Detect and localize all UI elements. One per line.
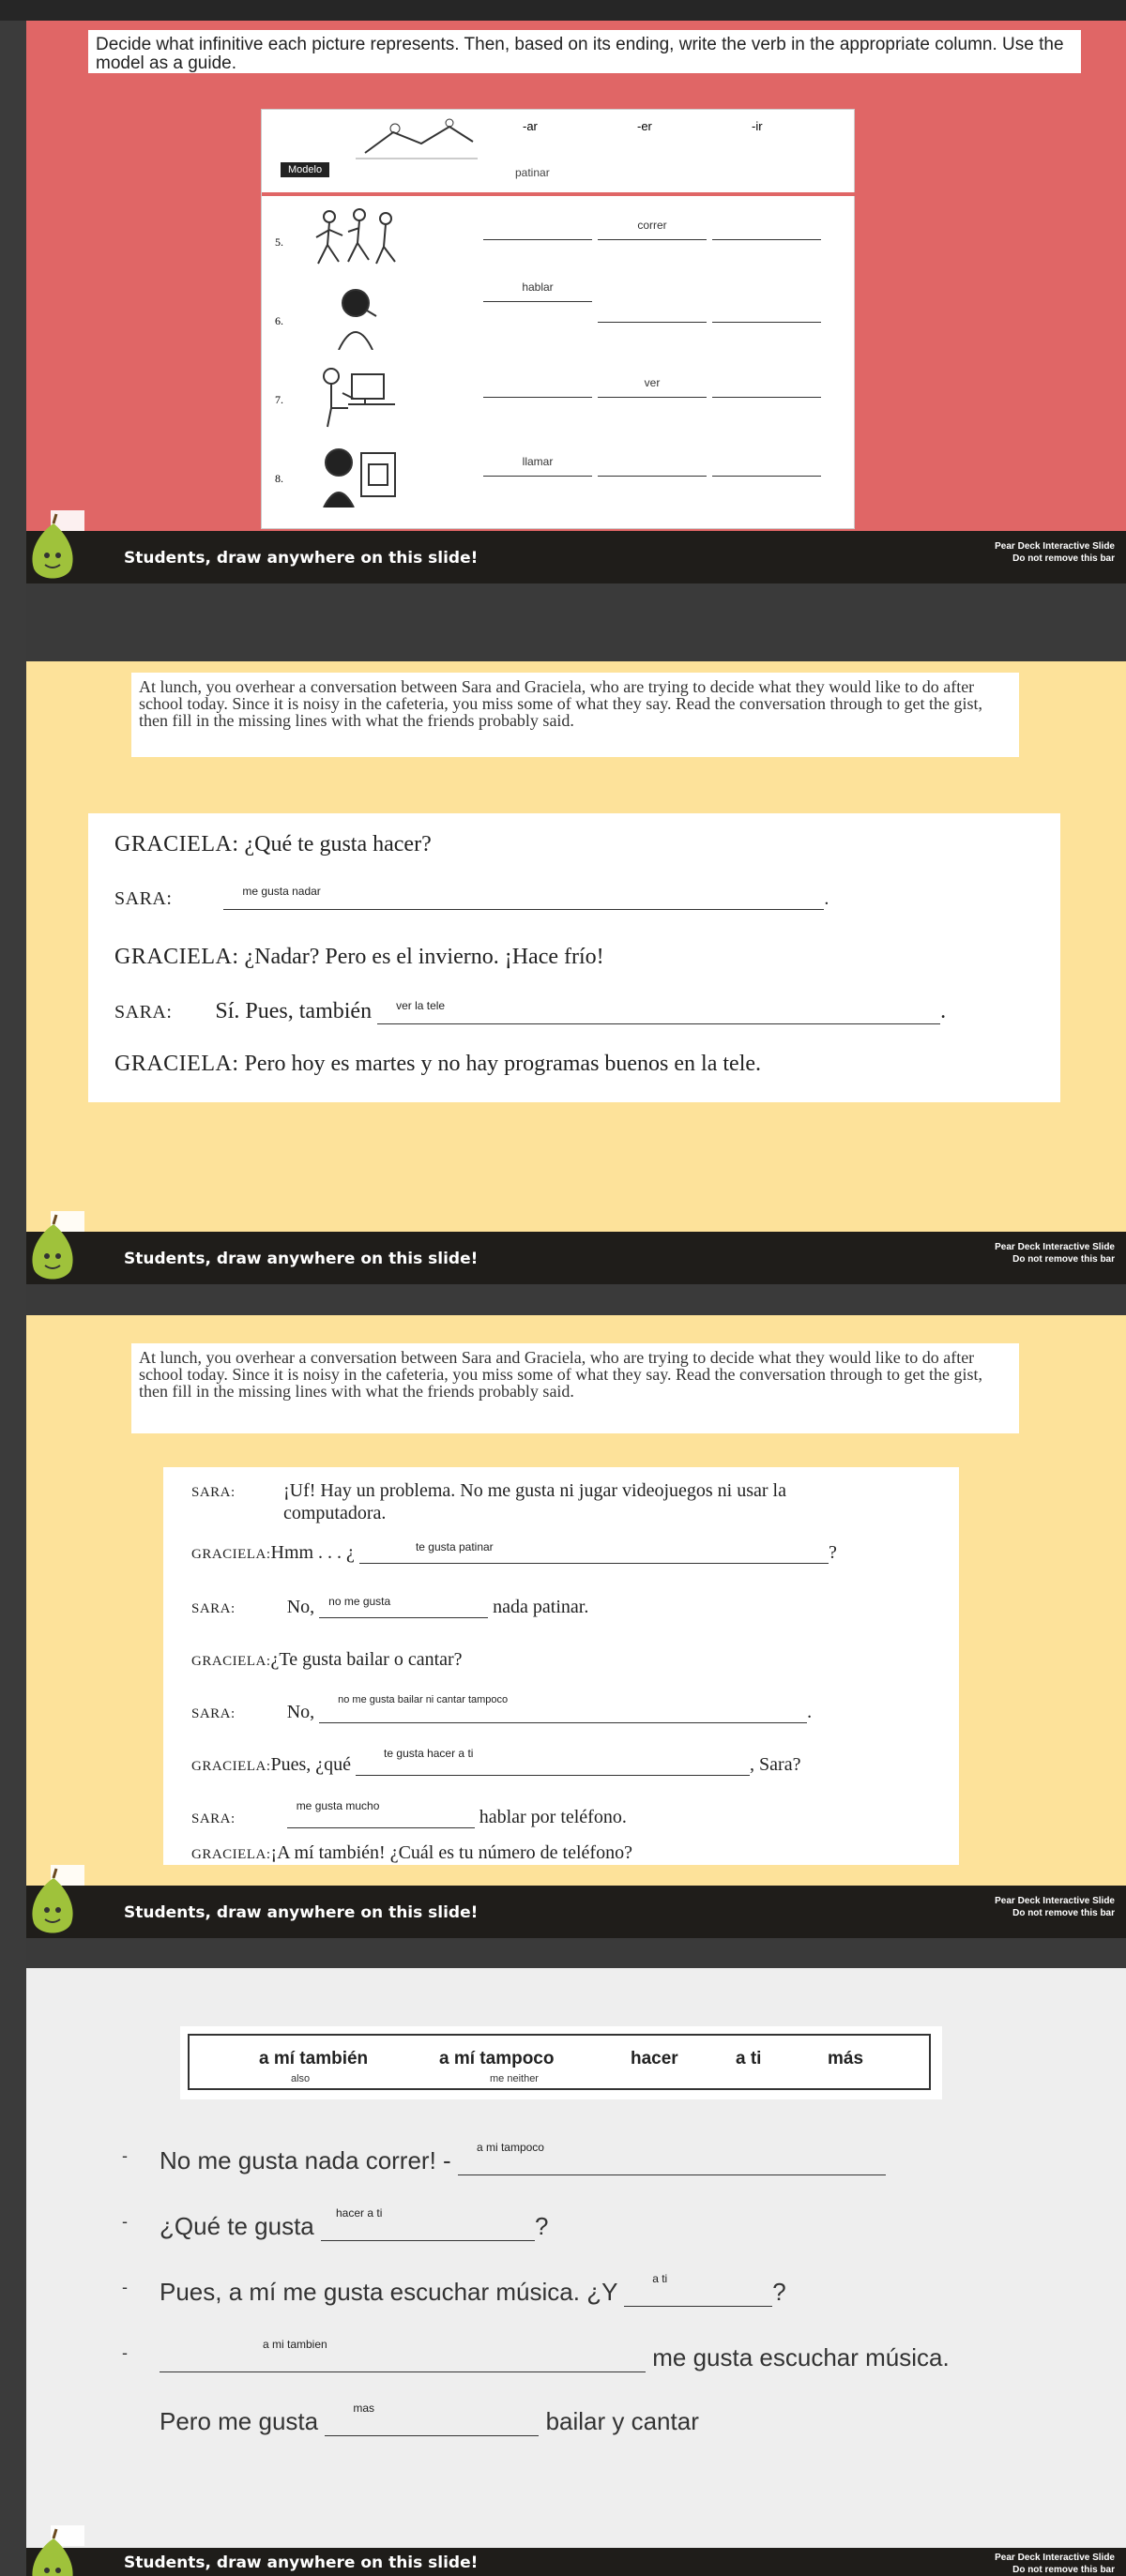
slide-1[interactable] — [26, 21, 1126, 583]
sentence-4: - a mi tambien me gusta escuchar música. — [122, 2338, 950, 2371]
column-ir-header: -ir — [752, 119, 763, 133]
answer-ir[interactable] — [712, 301, 821, 323]
word-bank-item: hacer — [631, 2049, 678, 2068]
computer-user-illustration — [311, 361, 401, 429]
speaker-graciela: GRACIELA: — [114, 1052, 239, 1076]
runners-illustration — [311, 204, 401, 271]
dialogue-text: ¿Nadar? Pero es el invierno. ¡Hace frío! — [244, 945, 604, 969]
handwritten-answer: te gusta patinar — [415, 1540, 494, 1553]
answer-blank[interactable] — [458, 2141, 886, 2175]
handwritten-answer: me gusta mucho — [296, 1799, 380, 1812]
person-talking-illustration — [311, 282, 401, 350]
modelo-label: Modelo — [281, 162, 329, 177]
divider — [262, 192, 856, 196]
left-gutter — [0, 21, 26, 2576]
answer-blank[interactable] — [287, 1799, 475, 1828]
handwritten-note: me neither — [490, 2073, 539, 2084]
dialogue-text: computadora. — [283, 1503, 387, 1523]
answer-ir[interactable] — [712, 376, 821, 398]
phone-call-illustration — [311, 440, 401, 508]
handwritten-answer: ver la tele — [396, 999, 446, 1012]
answer-er[interactable] — [598, 455, 707, 477]
worksheet-row-5 — [262, 200, 856, 275]
draw-prompt: Students, draw anywhere on this slide! — [124, 1903, 479, 1922]
speaker-sara: SARA: — [191, 1485, 236, 1500]
pear-deck-brand: Pear Deck Interactive Slide Do not remove this bar — [995, 541, 1115, 564]
handwritten-answer: mas — [353, 2402, 374, 2415]
pear-deck-logo-icon — [26, 1211, 84, 1282]
pear-deck-logo-icon — [26, 510, 84, 582]
draw-prompt: Students, draw anywhere on this slide! — [124, 549, 479, 568]
speaker-graciela: GRACIELA: — [191, 1654, 271, 1669]
speaker-graciela: GRACIELA: — [191, 1759, 271, 1774]
speaker-graciela: GRACIELA: — [114, 945, 239, 969]
draw-prompt: Students, draw anywhere on this slide! — [124, 1250, 479, 1268]
answer-ir[interactable] — [712, 219, 821, 240]
answer-ar[interactable]: hablar — [483, 280, 592, 302]
draw-prompt: Students, draw anywhere on this slide! — [124, 2553, 479, 2572]
speaker-sara: SARA: — [191, 1811, 236, 1826]
pear-deck-brand: Pear Deck Interactive Slide Do not remove this bar — [995, 1896, 1115, 1918]
worksheet-row-7 — [262, 357, 856, 432]
dialogue-box: GRACIELA: ¿Qué te gusta hacer? SARA: me gusta nadar . GRACIELA: ¿Nadar? Pero es el invierno. ¡Hace frío! SARA: Sí. Pues, también ver la tele . GRACIELA: Pero hoy es martes y no hay programas buenos en la tele. — [88, 813, 1060, 1102]
word-bank-item: a ti — [736, 2049, 762, 2068]
pear-deck-bar — [26, 531, 1126, 583]
handwritten-answer: me gusta nadar — [242, 885, 321, 898]
slide-3-instructions: At lunch, you overhear a conversation between Sara and Graciela, who are trying to decide what they would like to do after school today. Since it is noisy in the cafeteria, you miss some of what they say. Read the conversation through to get the gist, then fill in the missing lines with what the friends probably said. — [131, 1343, 1019, 1433]
worksheet-row-6 — [262, 279, 856, 354]
pear-deck-brand: Pear Deck Interactive Slide Do not remove this bar — [995, 2553, 1115, 2575]
dialogue-box: SARA: ¡Uf! Hay un problema. No me gusta ni jugar videojuegos ni usar la computadora. GRACIELA:Hmm . . . ¿ te gusta patinar ? SARA: No, no me gusta nada patinar. GRACIELA:¿Te gusta bailar o cantar? SARA: No, no me gusta bailar ni cantar tampoco . GRACIELA:Pues, ¿qué te gusta hacer a ti , Sara? SARA: me gusta mucho hablar por teléfono. GRACIELA:¡A mí también! ¿Cuál es tu número de teléfono? — [163, 1467, 959, 1865]
answer-ar[interactable] — [483, 376, 592, 398]
worksheet-row-8 — [262, 436, 856, 511]
sentence-3: - Pues, a mí me gusta escuchar música. ¿Y a ti ? — [122, 2272, 786, 2306]
dialogue-text: Hmm . . . ¿ — [270, 1542, 355, 1563]
dialogue-text: Sí. Pues, también — [215, 999, 373, 1023]
handwritten-note: also — [291, 2073, 311, 2084]
speaker-graciela: GRACIELA: — [191, 1847, 271, 1862]
skating-illustration — [346, 115, 487, 162]
handwritten-answer: a mi tampoco — [476, 2141, 544, 2154]
slide-gap — [26, 1938, 1126, 1968]
row-number: 8. — [275, 472, 283, 485]
answer-blank[interactable] — [319, 1694, 807, 1723]
answer-blank[interactable] — [356, 1747, 750, 1776]
answer-er[interactable] — [598, 301, 707, 323]
slide-2[interactable] — [26, 661, 1126, 1284]
top-toolbar-strip — [0, 0, 1126, 21]
answer-ir[interactable] — [712, 455, 821, 477]
answer-blank[interactable] — [325, 2402, 539, 2436]
dialogue-text: ¿Qué te gusta hacer? — [244, 832, 432, 856]
worksheet-verb-columns — [261, 109, 855, 529]
speaker-sara: SARA: — [191, 1706, 236, 1721]
row-number: 6. — [275, 314, 283, 327]
speaker-graciela: GRACIELA: — [114, 832, 239, 856]
pear-deck-brand: Pear Deck Interactive Slide Do not remove this bar — [995, 1242, 1115, 1265]
handwritten-answer: te gusta hacer a ti — [384, 1747, 474, 1760]
speaker-sara: SARA: — [191, 1601, 236, 1616]
slide-2-instructions: At lunch, you overhear a conversation between Sara and Graciela, who are trying to decide what they would like to do after school today. Since it is noisy in the cafeteria, you miss some of what they say. Read the conversation through to get the gist, then fill in the missing lines with what the friends probably said. — [131, 673, 1019, 757]
handwritten-answer: no me gusta — [328, 1595, 391, 1608]
word-bank — [180, 2026, 942, 2099]
slide-gap — [26, 583, 1126, 661]
word-bank-item: más — [828, 2049, 864, 2068]
handwritten-answer: no me gusta bailar ni cantar tampoco — [338, 1694, 509, 1705]
answer-blank[interactable] — [319, 1595, 488, 1618]
pear-deck-bar — [26, 1232, 1126, 1284]
handwritten-answer: a mi tambien — [263, 2338, 327, 2351]
speaker-graciela: GRACIELA: — [191, 1547, 271, 1562]
answer-er[interactable]: ver — [598, 376, 707, 398]
dialogue-text: No, — [286, 1597, 315, 1617]
speaker-sara: SARA: — [114, 888, 173, 909]
dialogue-text: ¿Te gusta bailar o cantar? — [270, 1649, 463, 1670]
row-number: 5. — [275, 235, 283, 249]
handwritten-answer: hacer a ti — [336, 2206, 383, 2220]
slide-3[interactable] — [26, 1315, 1126, 1938]
slide-gap — [26, 1284, 1126, 1315]
dialogue-text: ¡Uf! Hay un problema. No me gusta ni jugar videojuegos ni usar la — [283, 1480, 786, 1501]
answer-blank[interactable] — [377, 999, 940, 1024]
column-er-header: -er — [637, 119, 652, 133]
sentence-5: Pero me gusta mas bailar y cantar — [160, 2402, 699, 2435]
answer-blank[interactable] — [624, 2272, 772, 2307]
handwritten-answer: a ti — [652, 2272, 668, 2285]
word-bank-item: a mí también — [259, 2049, 369, 2068]
sentence-2: - ¿Qué te gusta hacer a ti ? — [122, 2206, 549, 2240]
column-ar-header: -ar — [523, 119, 538, 133]
slide-1-instructions: Decide what infinitive each picture represents. Then, based on its ending, write the verb in the appropriate column. Use the model as a guide. — [88, 30, 1081, 73]
modelo-answer: patinar — [515, 166, 550, 179]
row-number: 7. — [275, 393, 283, 406]
sentence-1: - No me gusta nada correr! - a mi tampoco — [160, 2146, 886, 2175]
word-bank-item: a mí tampoco — [439, 2049, 555, 2068]
answer-blank[interactable] — [223, 885, 824, 910]
dialogue-text: ¡A mí también! ¿Cuál es tu número de teléfono? — [270, 1842, 632, 1863]
pear-deck-logo-icon — [26, 1865, 84, 1936]
dialogue-text: Pero hoy es martes y no hay programas buenos en la tele. — [244, 1052, 762, 1076]
speaker-sara: SARA: — [114, 1002, 173, 1023]
answer-blank[interactable] — [359, 1540, 829, 1564]
pear-deck-bar — [26, 1886, 1126, 1938]
answer-ar[interactable] — [483, 219, 592, 240]
pear-deck-bar — [26, 2548, 1126, 2576]
pear-deck-logo-icon — [26, 2525, 84, 2576]
slide-4[interactable] — [26, 1968, 1126, 2576]
dialogue-text: No, — [286, 1702, 315, 1722]
answer-ar[interactable]: llamar — [483, 455, 592, 477]
dialogue-text: Pues, ¿qué — [270, 1754, 352, 1775]
answer-er[interactable]: correr — [598, 219, 707, 240]
